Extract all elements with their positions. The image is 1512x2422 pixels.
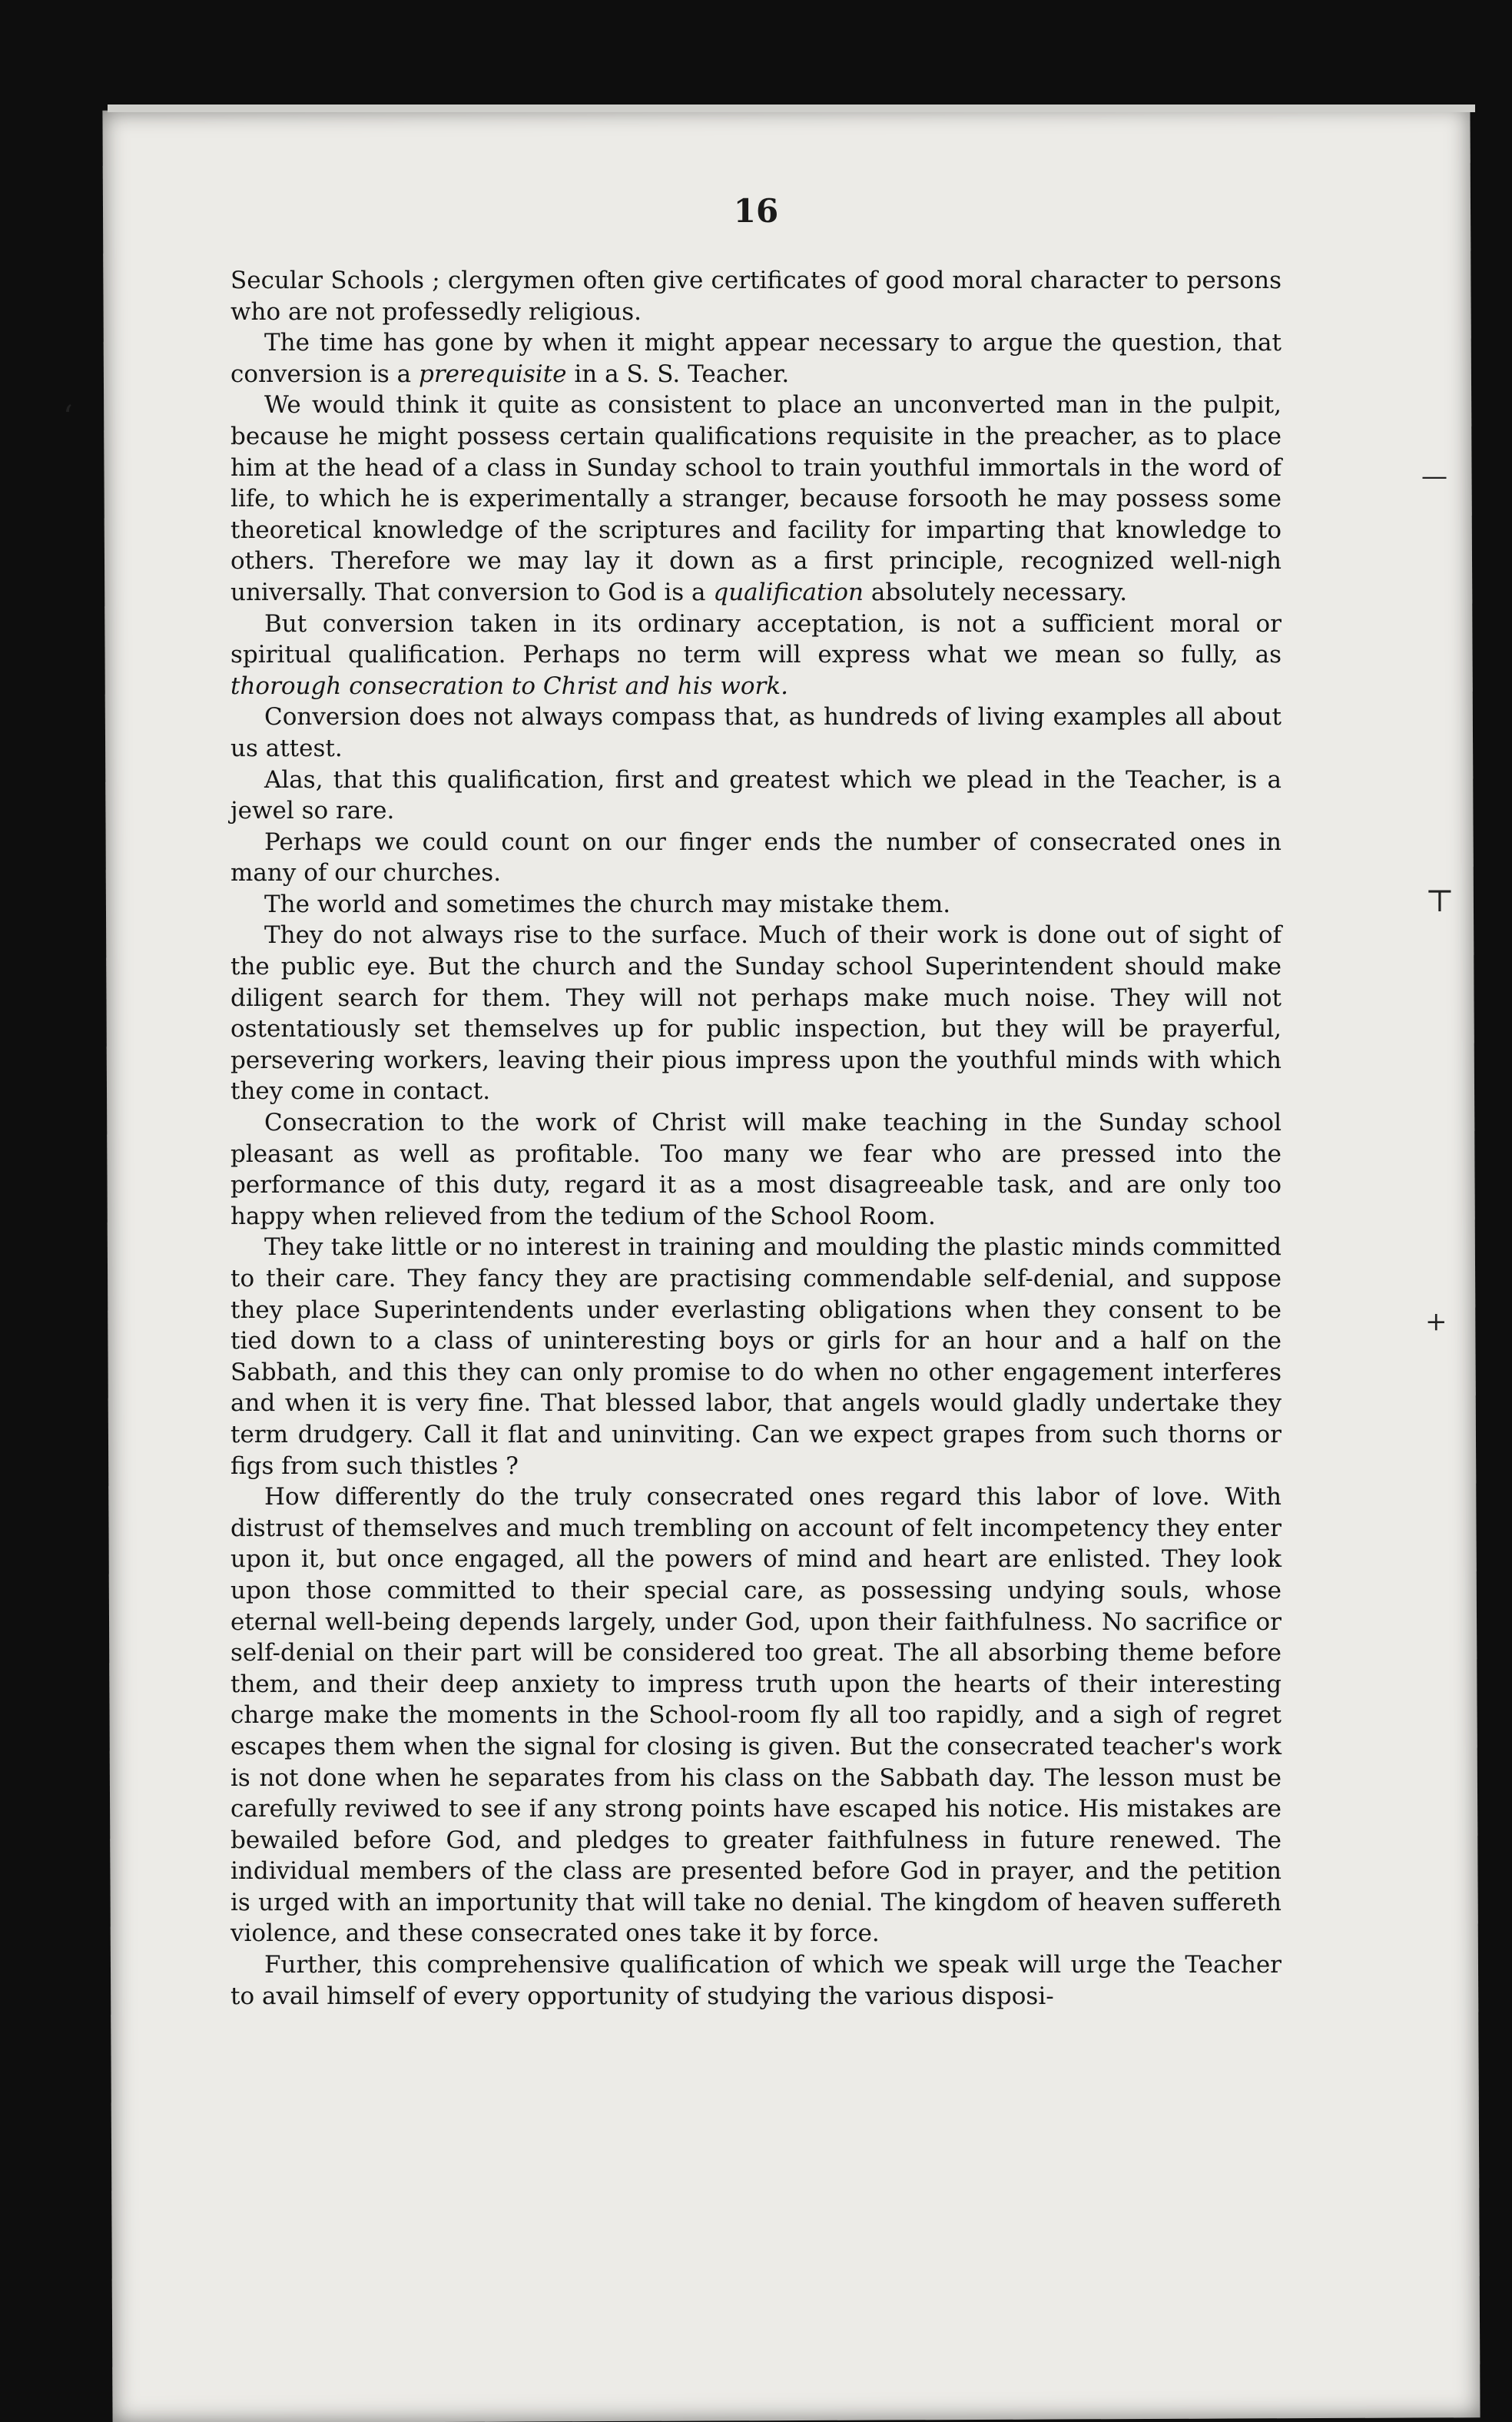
paragraph-text: The time has gone by when it might appear necessary to argue the question, that conversion is a [230, 329, 1282, 388]
page-number: 16 [733, 192, 779, 230]
paragraph [230, 702, 1282, 764]
italic-phrase: prerequisite [419, 360, 567, 388]
paragraph-text: How differently do the truly consecrated ones regard this labor of love. With distrust of themselves and much trembling on account of felt incompetency they enter upon it, but once engaged, all the powers of mind and heart are enlisted. They look upon those committed to their special care, as possessing undying souls, whose eternal well-being depends largely, under God, upon their faithfulness. No sacrifice or self-denial on their part will be considered too great. The all absorbing theme before them, and their deep anxiety to impress truth upon the hearts of their interesting charge make the moments in the School-room fly all too rapidly, and a sigh of regret escapes them when the signal for closing is given. But the consecrated teacher's work is not done when he separates from his class on the Sabbath day. The lesson must be carefully reviwed to see if any strong points have escaped his notice. His mistakes are bewailed before God, and pledges to greater faithfulness in future renewed. The individual members of the class are presented before God in prayer, and the petition is urged with an importunity that will take no denial. The kingdom of heaven suffereth violence, and these consecrated ones take it by force. [230, 1483, 1282, 1948]
paragraph [230, 1107, 1282, 1232]
paragraph-text: Conversion does not always compass that, as hundreds of living examples all about us attest. [230, 703, 1282, 762]
paragraph-text: But conversion taken in its ordinary acceptation, is not a sufficient moral or spiritual qualification. Perhaps no term will express what we mean so fully, as [230, 609, 1282, 669]
margin-mark: ⊤ [1425, 884, 1454, 919]
paragraph [230, 889, 1282, 921]
paragraph-text: Secular Schools ; clergymen often give certificates of good moral character to persons who are not professedly religious. [230, 267, 1282, 326]
paragraph-text: Perhaps we could count on our finger ends the number of consecrated ones in many of our churches. [230, 828, 1282, 888]
paragraph [230, 765, 1282, 827]
paragraph-text: absolutely necessary. [864, 578, 1128, 606]
paragraph-text: Consecration to the work of Christ will make teaching in the Sunday school pleasant as well as profitable. Too many we fear who are pressed into the performance of this duty, regard it as a most disagreeable task, and are only too happy when relieved from the tedium of the School Room. [230, 1109, 1282, 1230]
italic-phrase: thorough consecration to Christ and his work. [230, 672, 789, 700]
paragraph [230, 920, 1282, 1107]
paragraph [230, 390, 1282, 608]
paragraph [230, 1949, 1282, 2012]
paragraph-text: We would think it quite as consistent to place an unconverted man in the pulpit, because he might possess certain qualifications requisite in the preacher, as to place him at the head of a class in Sunday school to train youthful immortals in the word of life, to which he is experimentally a stranger, because forsooth he may possess some theoretical knowledge of the scriptures and facility for imparting that knowledge to others. Therefore we may lay it down as a first principle, recognized well-nigh universally. That conversion to God is a [230, 391, 1282, 606]
paragraph [230, 1481, 1282, 1949]
paragraph-text: Further, this comprehensive qualification of which we speak will urge the Teacher to avail himself of every opportunity of studying the various disposi- [230, 1951, 1282, 2010]
paragraph [230, 827, 1282, 889]
article-body [230, 265, 1282, 2012]
paragraph-text: The world and sometimes the church may mistake them. [264, 890, 951, 918]
margin-mark: ‘ [63, 400, 73, 435]
margin-mark: + [1425, 1306, 1447, 1337]
paragraph-text: They take little or no interest in training and moulding the plastic minds committed to their care. They fancy they are practising commendable self-denial, and suppose they place Superintendents under everlasting obligations when they consent to be tied down to a class of uninteresting boys or girls for an hour and a half on the Sabbath, and this they can only promise to do when no other engagement interferes and when it is very fine. That blessed labor, that angels would gladly undertake they term drudgery. Call it flat and uninviting. Can we expect grapes from such thorns or figs from such thistles ? [230, 1233, 1282, 1480]
paragraph-text: in a S. S. Teacher. [566, 360, 790, 388]
paper-top-edge [108, 105, 1475, 112]
italic-phrase: qualification [713, 578, 864, 606]
paragraph-text: They do not always rise to the surface. Much of their work is done out of sight of the public eye. But the church and the Sunday school Superintendent should make diligent search for them. They will not perhaps make much noise. They will not ostentatiously set themselves up for public inspection, but they will be prayerful, persevering workers, leaving their pious impress upon the youthful minds with which they come in contact. [230, 921, 1282, 1106]
paragraph [230, 1232, 1282, 1481]
paragraph [230, 327, 1282, 390]
margin-mark: — [1421, 461, 1447, 492]
paragraph [230, 265, 1282, 327]
paragraph [230, 609, 1282, 702]
paragraph-text: Alas, that this qualification, first and greatest which we plead in the Teacher, is a jewel so rare. [230, 765, 1282, 825]
